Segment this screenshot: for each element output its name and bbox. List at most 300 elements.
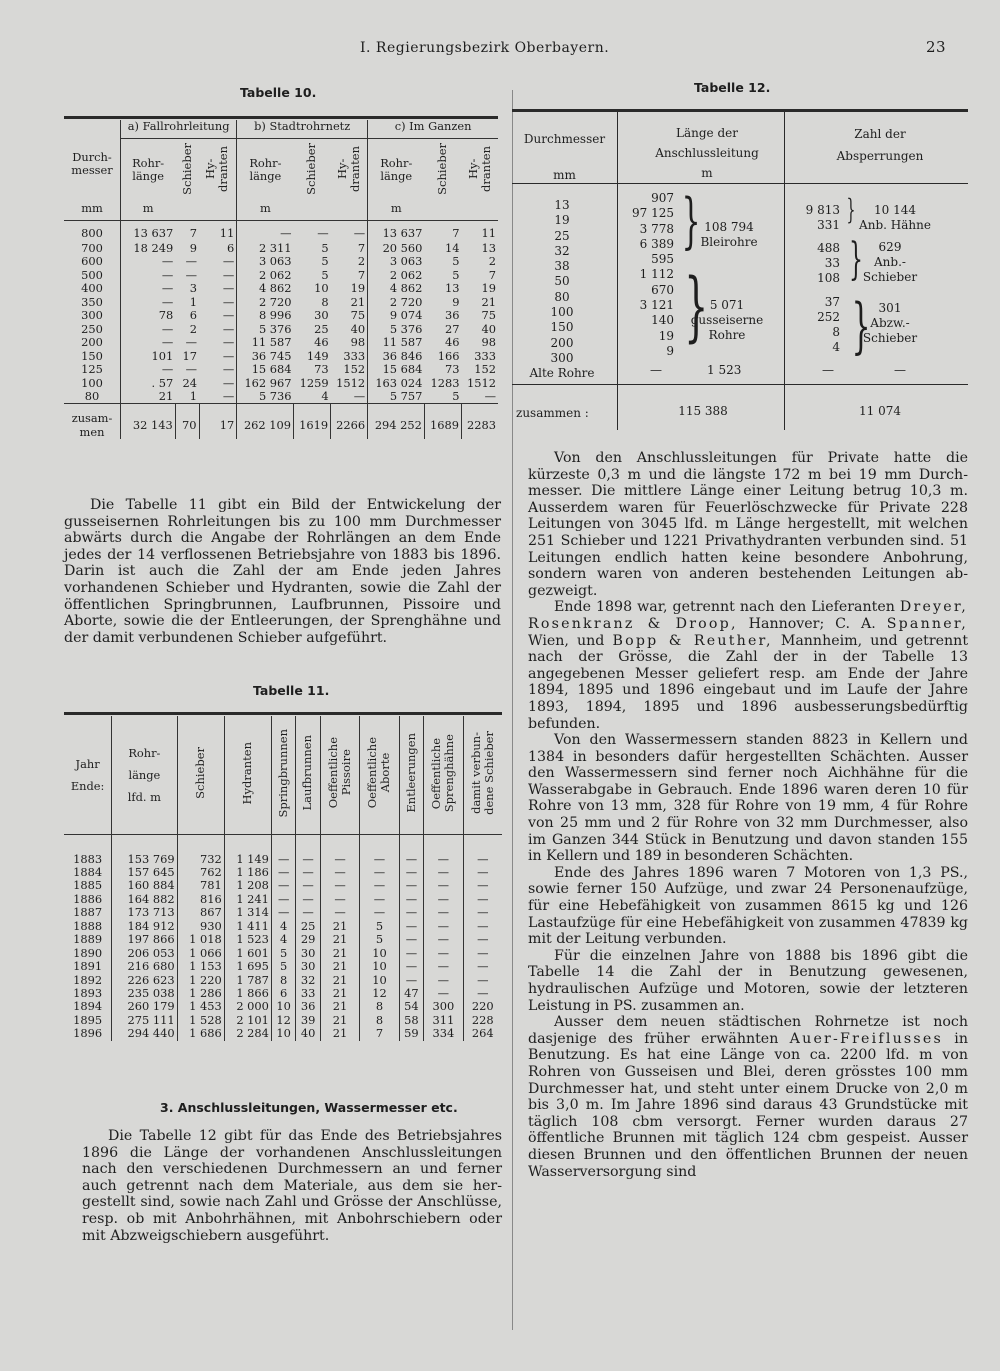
paragraph-wassermesser: Von den Wassermessern standen 8823 in Kellern und 1384 in besonders dafür hergestellten Schächten. Ausser den Wassermessern sind ferner noch Aichhähne für die Wasserabgabe in Gebrauch. Ende 1896 waren deren 10 für Rohre von 13 mm, 328 für Rohre von 19 mm, 4 für Rohre von 25 mm und 2 für Rohre von 32 mm Durchmesser, also im Ganzen 344 Stück in Benutzung und davon standen 155 in Kellern und 189 in besonderen Schächten.	[528, 732, 968, 865]
t12-durchmesser-column	[512, 198, 612, 382]
t10-row	[64, 350, 498, 363]
t10-row	[64, 323, 498, 336]
t10-cell-durchmesser: 150	[64, 350, 121, 363]
t10-cell: 40	[331, 323, 368, 336]
t11-cell: —	[424, 866, 463, 879]
t10-cell: 1512	[331, 377, 368, 390]
t10-cell: —	[199, 309, 237, 322]
t10-total-cell: 1619	[294, 404, 331, 439]
t10-cell: 5	[452, 254, 460, 269]
t11-cell: —	[360, 893, 399, 906]
t11-row	[64, 1000, 502, 1013]
t11-cell-jahr: 1893	[64, 987, 112, 1000]
t11-cell: 21	[320, 987, 359, 1000]
t12-haehne	[850, 203, 940, 233]
t12-durchmesser-value: 19	[554, 213, 570, 228]
t11-cell: —	[399, 974, 423, 987]
t10-cell: 46	[444, 335, 460, 350]
t11-cell: 226 623	[112, 974, 177, 987]
t11-cell: —	[296, 906, 320, 919]
running-title: I. Regierungsbezirk Oberbayern.	[360, 40, 610, 56]
t11-cell: 1 220	[177, 974, 224, 987]
paragraph-auer	[528, 1014, 968, 1180]
t12-laenge-value: 9	[666, 343, 674, 358]
t11-h-col-text: Schieber	[193, 747, 208, 799]
t11-cell: 5	[271, 960, 295, 973]
t10-total-cell: 32 143	[121, 404, 176, 439]
t12-zahl-value: 252	[817, 310, 840, 324]
t12-abzw-label-2: Schieber	[862, 331, 918, 345]
t12-zahl-value: 37	[824, 295, 840, 309]
t12-vline-1	[617, 112, 618, 430]
t11-h-col	[271, 716, 295, 834]
t10-cell: 46	[314, 335, 329, 350]
t12-laenge-value: 595	[651, 252, 674, 267]
t12-durchmesser-value: 100	[550, 305, 574, 320]
t12-h-unit-mm: mm	[553, 168, 576, 182]
t12-brace-blei: }	[681, 186, 701, 256]
t11-cell: —	[399, 960, 423, 973]
t11-h-rohr-2: länge	[128, 767, 161, 782]
t12-brace-anb: }	[849, 234, 863, 285]
t11-cell-jahr: 1888	[64, 920, 112, 933]
t11-cell: —	[320, 879, 359, 892]
p2-part-a: Ende 1898 war, getrennt nach den Lieferanten	[554, 599, 895, 616]
t11-row	[64, 906, 502, 919]
t10-cell: 7	[488, 267, 496, 282]
t11-cell: 39	[296, 1014, 320, 1027]
t10-h-hydranten	[199, 138, 237, 202]
t11-cell: 1 208	[224, 879, 271, 892]
t10-cell: 27	[444, 321, 460, 336]
t11-h-col-text: Entleerungen	[403, 733, 418, 813]
t10-total-cell: 2283	[461, 404, 498, 439]
t11-cell: 8	[360, 1000, 399, 1013]
t12-durchmesser-value: 150	[550, 320, 574, 335]
t11-cell: 334	[424, 1027, 463, 1040]
t10-row	[64, 282, 498, 295]
t11-cell: 762	[177, 866, 224, 879]
t11-cell: 21	[320, 960, 359, 973]
t11-cell: 1 153	[177, 960, 224, 973]
t10-cell: —	[199, 336, 237, 349]
t10-cell: 152	[331, 363, 368, 376]
t11-cell: 160 884	[112, 879, 177, 892]
t10-row	[64, 255, 498, 268]
t12-laenge-value: 140	[651, 313, 674, 328]
t11-h-col-text: Hydranten	[240, 741, 255, 805]
t10-h-schieber	[175, 138, 199, 202]
t11-cell: 5	[360, 933, 399, 946]
t10-cell: 4 862	[258, 281, 292, 296]
t11-cell: —	[477, 986, 489, 1001]
t10-cell: 5 736	[258, 388, 292, 403]
t10-group-c: c) Im Ganzen	[368, 120, 498, 138]
t10-cell-durchmesser: 250	[64, 323, 121, 336]
t12-laenge-value: 3 121	[639, 298, 674, 313]
t11-cell: 10	[271, 1000, 295, 1013]
page-number: 23	[926, 38, 947, 56]
t11-cell: 1 695	[224, 960, 271, 973]
t10-cell: 75	[481, 308, 496, 323]
t10-total-label-1: zusam-	[71, 411, 113, 426]
t11-cell: —	[320, 893, 359, 906]
t11-cell: 59	[399, 1027, 423, 1040]
t11-cell: 184 912	[112, 920, 177, 933]
t10-cell: 15 684	[382, 362, 423, 377]
t10-cell: —	[161, 294, 174, 309]
t10-cell: 15 684	[251, 362, 292, 377]
p2-bopp: Bopp & Reuther,	[612, 632, 773, 649]
t11-cell-jahr: 1885	[64, 879, 112, 892]
section-heading: 3. Anschlussleitungen, Wassermesser etc.	[160, 1100, 458, 1115]
t10-h-durchmesser-1: Durch-	[72, 149, 112, 164]
t12-h-laenge-1: Länge der	[676, 126, 738, 140]
t10-cell: 6	[199, 242, 237, 255]
t11-cell: 4	[271, 933, 295, 946]
t11-h-col	[224, 716, 271, 834]
t10-cell: 5	[321, 241, 329, 255]
t10-h-rohr-2: länge	[132, 169, 165, 184]
t10-unit-m: m	[142, 201, 154, 215]
t11-cell: —	[424, 893, 463, 906]
t11-cell: —	[424, 974, 463, 987]
t12-laenge-value: 907	[651, 191, 674, 205]
t10-group-b: b) Stadtrohrnetz	[237, 120, 368, 138]
t10-cell: 5 757	[389, 388, 423, 403]
t10-cell: —	[280, 225, 292, 240]
t11-cell: 12	[360, 987, 399, 1000]
t11-cell: 30	[296, 960, 320, 973]
paragraph-anschluss: Von den Anschlussleitungen für Private hatte die kürzeste 0,3 m und die längste 172 m bei 19 mm Durchmesser. Die mittlere Länge einer Leitung betrug 10,3 m. Ausserdem waren für Feuerlöschzwecke für Private 228 Leitungen von 3045 lfd. m Länge hergestellt, mit welchen 251 Schieber und 1221 Privathydranten verbunden sind. 51 Leitungen endlich hatten keine besondere Anbohrung, sondern waren von anderen bestehenden Leitungen abgezweigt.	[528, 450, 968, 599]
t11-cell: 1 286	[177, 987, 224, 1000]
t10-total-cell: 294 252	[368, 404, 425, 439]
t10-cell: —	[331, 220, 368, 242]
t11-cell: —	[271, 834, 295, 866]
t10-cell: 24	[182, 375, 198, 390]
t11-h-jahr-1: Jahr	[75, 756, 100, 771]
t11-h-rohr-1: Rohr-	[128, 745, 161, 760]
t10-cell: —	[199, 296, 237, 309]
t11-cell: 2 101	[224, 1014, 271, 1027]
t10-cell: 5	[452, 388, 460, 403]
t10-total-cell: 17	[199, 404, 237, 439]
t10-cell: 8 996	[258, 308, 292, 323]
t11-cell: 8	[360, 1014, 399, 1027]
t12-zahl-value: 33	[824, 256, 840, 270]
t10-unit-mm: mm	[64, 202, 121, 220]
t10-cell-durchmesser: 300	[64, 309, 121, 322]
t12-h-zahl-1: Zahl der	[854, 127, 906, 141]
t11-cell: —	[424, 906, 463, 919]
t10-cell: 2 311	[258, 241, 292, 255]
t11-cell: 21	[320, 947, 359, 960]
t10-cell: 98	[331, 336, 368, 349]
p2-spanner: Spanner,	[886, 615, 968, 632]
t11-cell: 21	[320, 920, 359, 933]
t11-cell: —	[477, 891, 489, 906]
t10-total-label-2: men	[79, 424, 105, 439]
t10-cell: 17	[182, 348, 198, 363]
t12-durchmesser-value: 25	[554, 228, 570, 243]
t11-cell: 2 284	[224, 1027, 271, 1040]
t11-h-rohr-3: lfd. m	[127, 789, 161, 804]
t11-cell: 1 601	[224, 947, 271, 960]
t10-cell: 73	[314, 362, 329, 377]
t11-cell: 1 523	[224, 933, 271, 946]
t11-row	[64, 987, 502, 1000]
t11-h-col-text: Oeffentliche Pissoire	[325, 737, 354, 809]
t10-cell: 7	[452, 225, 460, 240]
t12-total-zahl: 11 074	[859, 404, 901, 418]
t11-cell: —	[424, 960, 463, 973]
t11-cell: 21	[320, 1027, 359, 1040]
t12-h-laenge-2: Anschlussleitung	[655, 146, 759, 160]
t10-cell: 10	[314, 281, 329, 296]
t10-cell: 1	[189, 388, 198, 403]
t12-laenge-value: 19	[658, 328, 674, 343]
t11-cell-jahr: 1894	[64, 1000, 112, 1013]
t11-cell: 2 000	[224, 1000, 271, 1013]
t11-cell-jahr: 1884	[64, 866, 112, 879]
t11-cell: —	[296, 879, 320, 892]
t11-cell: 197 866	[112, 933, 177, 946]
t10-cell: 14	[444, 241, 460, 255]
t10-cell: —	[161, 254, 174, 269]
t11-cell: 33	[296, 987, 320, 1000]
t10-cell: 6	[189, 308, 198, 323]
t11-row	[64, 947, 502, 960]
t10-cell: 166	[437, 348, 460, 363]
t11-cell: 173 713	[112, 906, 177, 919]
t10-row	[64, 390, 498, 404]
t10-cell: 40	[481, 321, 496, 336]
t11-h-col	[463, 716, 502, 834]
t11-h-jahr	[64, 716, 112, 834]
t12-zahl-value: 8	[832, 325, 840, 339]
t11-cell: 5	[271, 947, 295, 960]
t10-cell: —	[199, 390, 237, 404]
t10-cell: 18 249	[133, 241, 174, 255]
t10-unit-m: m	[260, 201, 271, 215]
t12-durchmesser-value: 80	[554, 289, 570, 304]
table10-title: Tabelle 10.	[240, 85, 317, 100]
t11-cell: —	[424, 933, 463, 946]
t11-cell: —	[477, 905, 489, 920]
t10-cell: 30	[314, 308, 329, 323]
t10-unit-blank	[175, 202, 199, 220]
t11-cell: 164 882	[112, 893, 177, 906]
t10-row	[64, 269, 498, 282]
t10-total-label	[64, 404, 121, 439]
paragraph-tabelle-12: Die Tabelle 12 gibt für das Ende des Betriebsjahres 1896 die Länge der vorhandenen Anschlussleitungen nach den verschiedenen Durchmessern an und ferner auch getrennt nach dem Materiale, aus dem sie hergestellt sind, sowie nach Zahl und Grösse der Anschlüsse, resp. ob mit Anbohrhähnen, mit Anbohrschiebern oder mit Abzweigschiebern ausgeführt.	[82, 1128, 502, 1244]
t11-cell: 10	[360, 974, 399, 987]
t12-abzw-label-1: Abzw.-	[870, 316, 910, 330]
t12-abzw-value: 301	[878, 301, 902, 315]
t11-cell: —	[399, 933, 423, 946]
t11-h-rohrlaenge	[112, 716, 177, 834]
t11-cell: 1 066	[177, 947, 224, 960]
t10-cell-durchmesser: 350	[64, 296, 121, 309]
t11-cell: 6	[271, 987, 295, 1000]
t10-cell: 1	[189, 294, 198, 309]
t11-cell: —	[477, 918, 489, 933]
t10-cell: 78	[158, 308, 174, 323]
t10-cell: 5	[452, 267, 460, 282]
t11-cell: 300	[424, 1000, 463, 1013]
t11-cell: 47	[399, 987, 423, 1000]
t10-cell: —	[317, 225, 329, 240]
t10-cell: —	[199, 269, 237, 282]
t11-cell: 1 149	[224, 834, 271, 866]
t11-cell: —	[360, 866, 399, 879]
t11-cell: —	[399, 906, 423, 919]
t11-cell: —	[320, 866, 359, 879]
t11-cell: —	[399, 866, 423, 879]
t10-h-rohr-1: Rohr-	[249, 155, 282, 170]
t10-unit-m: m	[390, 201, 402, 215]
t11-cell: 1 528	[177, 1014, 224, 1027]
t10-h-rohrlaenge	[237, 138, 294, 202]
t11-cell: 153 769	[112, 834, 177, 866]
t10-h-schieber-text: Schieber	[435, 142, 450, 195]
t11-cell: 930	[177, 920, 224, 933]
t10-unit-blank	[294, 202, 331, 220]
t10-cell: —	[185, 254, 198, 269]
t12-guss-value: 5 071	[709, 298, 745, 312]
t10-cell-durchmesser: 400	[64, 282, 121, 295]
t10-cell: —	[185, 267, 198, 282]
t11-cell: —	[296, 893, 320, 906]
t10-cell: —	[199, 350, 237, 363]
paragraph-motoren: Ende des Jahres 1896 waren 7 Motoren von 1,3 PS., sowie ferner 150 Aufzüge, und zwar 24 Personenaufzüge, für eine Hebefähigkeit von zusammen 8615 kg und 126 Lastaufzüge für eine Hebefähigkeit von zusammen 47839 kg mit der Leitung verbunden.	[528, 864, 968, 948]
t11-cell: 21	[320, 933, 359, 946]
t10-row	[64, 363, 498, 376]
t12-brace-abzw: }	[851, 291, 871, 361]
t11-cell: 12	[271, 1014, 295, 1027]
t11-cell: 54	[399, 1000, 423, 1013]
t11-h-col-text: Laufbrunnen	[300, 735, 315, 811]
t11-cell: 781	[177, 879, 224, 892]
t11-cell: 311	[424, 1014, 463, 1027]
t11-cell: 1 866	[224, 987, 271, 1000]
t12-zahl-value: 488	[817, 241, 840, 255]
t10-cell: 2 062	[389, 267, 423, 282]
t10-cell: 73	[444, 362, 460, 377]
t11-cell: —	[424, 879, 463, 892]
t12-laenge-value: 1 112	[639, 267, 674, 282]
t10-h-rohrlaenge	[368, 138, 425, 202]
t10-cell-durchmesser: 80	[64, 390, 121, 404]
t12-total-label: zusammen :	[516, 406, 589, 420]
t10-cell: 13 637	[133, 225, 174, 240]
t10-group-a: a) Fallrohrleitung	[121, 120, 237, 138]
t12-anb-label-2: Schieber	[862, 270, 918, 284]
t11-cell: 1 186	[224, 866, 271, 879]
t11-h-col-text: Oeffentliche Aborte	[365, 737, 393, 809]
t11-cell-jahr: 1883	[64, 834, 112, 866]
t11-row	[64, 879, 502, 892]
t11-cell: 7	[360, 1027, 399, 1040]
t12-durchmesser-value: Alte Rohre	[529, 366, 595, 381]
t12-durchmesser-value: 200	[550, 335, 574, 350]
t11-cell: —	[296, 834, 320, 866]
t11-cell: 58	[399, 1014, 423, 1027]
t12-haehne-label: Anb. Hähne	[859, 218, 931, 232]
table12	[512, 112, 968, 432]
t11-cell: —	[360, 906, 399, 919]
t12-vline-2	[784, 112, 785, 430]
t11-cell: —	[271, 893, 295, 906]
t10-cell: 2	[488, 254, 496, 269]
t11-cell-jahr: 1886	[64, 893, 112, 906]
t12-alte-zahl: —	[822, 363, 834, 377]
t10-cell: —	[161, 362, 174, 377]
t10-cell: 1512	[467, 375, 496, 390]
t11-h-col	[360, 716, 399, 834]
t11-cell: —	[399, 893, 423, 906]
t11-cell: 21	[320, 974, 359, 987]
t11-cell: 10	[360, 947, 399, 960]
table11-title: Tabelle 11.	[253, 683, 330, 698]
t11-cell: 1 686	[177, 1027, 224, 1040]
t12-header-rule	[512, 183, 968, 184]
t12-blei	[694, 220, 764, 250]
t11-cell: 1 453	[177, 1000, 224, 1013]
t11-cell: 10	[360, 960, 399, 973]
t10-cell: 7	[189, 225, 198, 240]
t10-cell: 152	[474, 362, 496, 377]
t10-cell: 1283	[430, 375, 460, 390]
t10-cell: 5 376	[389, 321, 423, 336]
t11-cell: 5	[360, 920, 399, 933]
t11-cell-jahr: 1890	[64, 947, 112, 960]
t12-laenge-column	[620, 191, 674, 359]
t11-cell: —	[424, 834, 463, 866]
t10-cell: 7	[331, 269, 368, 282]
t11-cell: 732	[177, 834, 224, 866]
table10	[64, 120, 498, 439]
t10-cell: —	[161, 335, 174, 350]
t10-cell: 2	[331, 255, 368, 268]
t10-h-hydranten-text: Hy- dranten	[465, 145, 493, 192]
t10-cell: 2 062	[258, 267, 292, 282]
t12-haehne-value: 10 144	[874, 203, 916, 217]
t11-cell: 1 787	[224, 974, 271, 987]
t12-laenge-value: 3 778	[639, 221, 674, 236]
t11-cell-jahr: 1887	[64, 906, 112, 919]
t12-total-rule	[512, 384, 968, 385]
t12-zahl-value: 331	[817, 218, 840, 232]
t12-h-durchmesser: Durchmesser	[523, 132, 606, 146]
t11-cell-jahr: 1896	[64, 1027, 112, 1040]
t11-cell-jahr: 1892	[64, 974, 112, 987]
t10-cell: —	[484, 388, 496, 403]
t11-cell: 4	[271, 920, 295, 933]
t10-cell: 149	[306, 348, 329, 363]
t12-alte-len: 1 523	[707, 363, 742, 377]
t10-cell: 11 587	[251, 335, 292, 350]
t12-laenge-value: 6 389	[639, 236, 674, 251]
t10-cell: 5	[321, 254, 329, 269]
t11-h-col	[399, 716, 423, 834]
t10-cell: 163 024	[375, 375, 423, 390]
t10-cell: —	[185, 362, 198, 377]
t12-durchmesser-value: 50	[554, 274, 570, 289]
t10-cell: 9 074	[389, 308, 423, 323]
t11-cell: —	[477, 932, 489, 947]
t10-total-cell: 2266	[331, 404, 368, 439]
